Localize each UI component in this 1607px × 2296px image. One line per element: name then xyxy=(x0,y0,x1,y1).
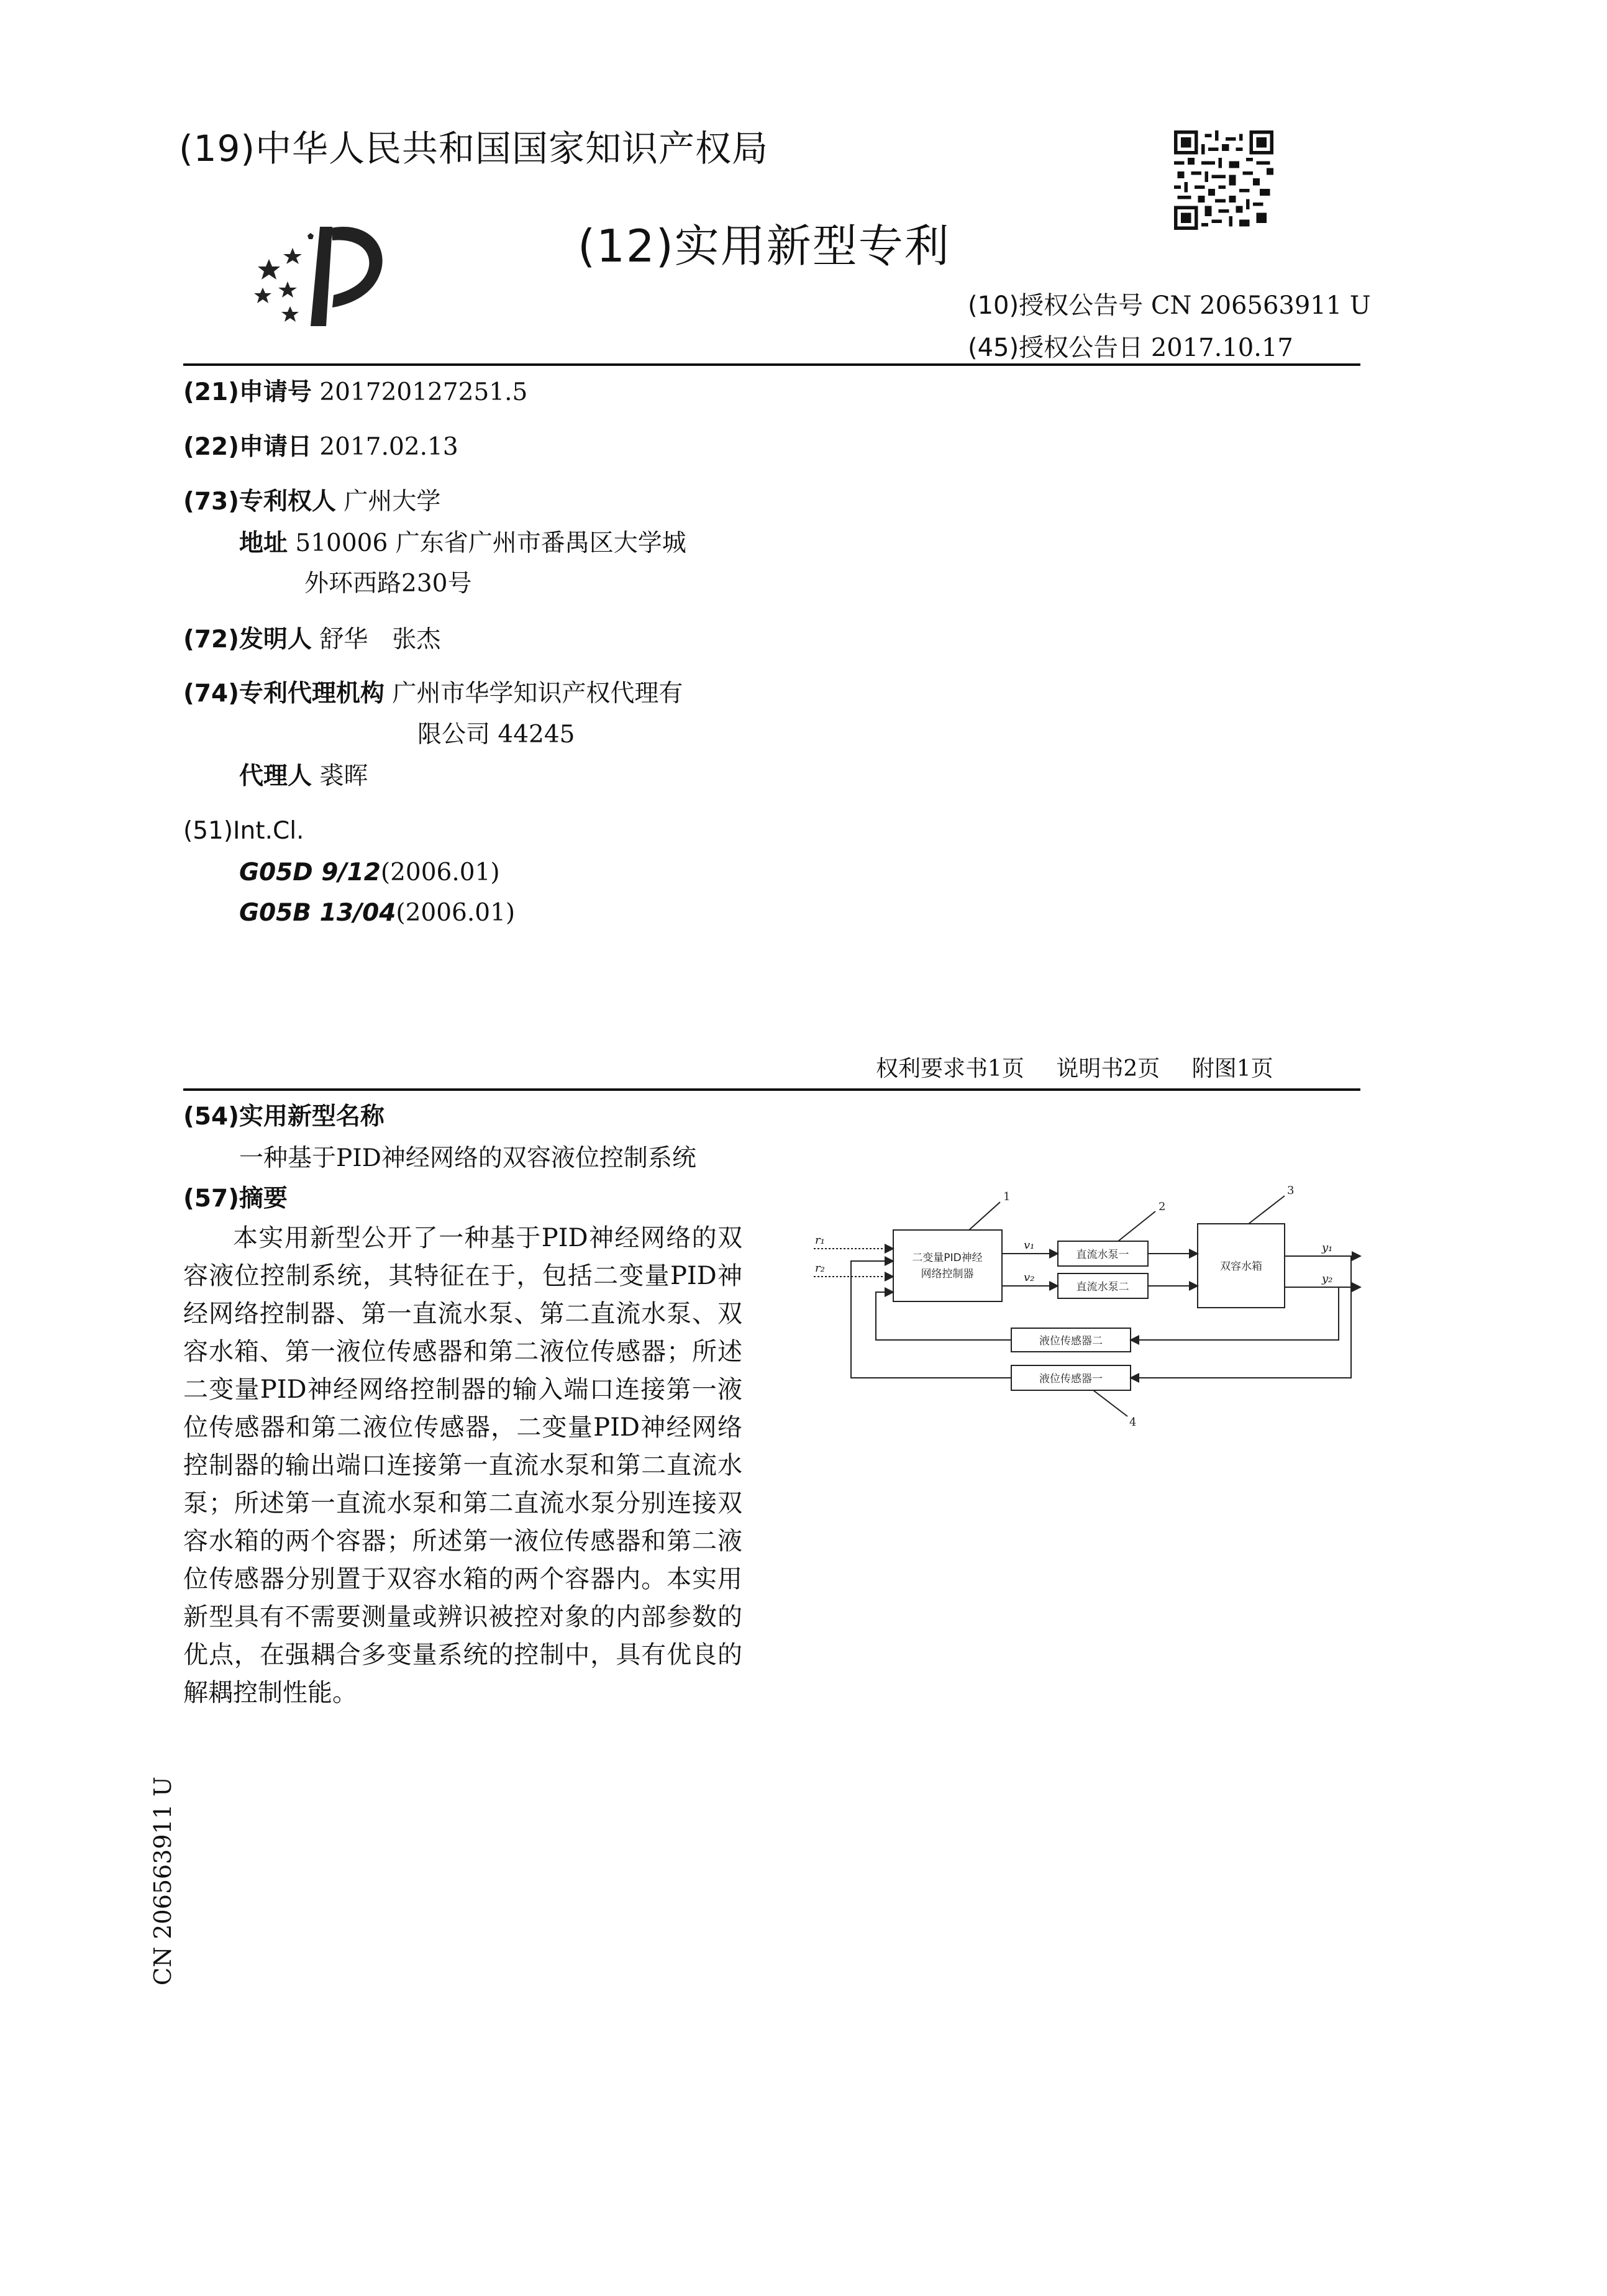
patentee-label: (73)专利权人 xyxy=(183,488,336,516)
input-r1: r₁ xyxy=(815,1234,825,1247)
publication-number xyxy=(968,286,1371,321)
output-y2: y₂ xyxy=(1322,1272,1333,1285)
inventors-label: (72)发明人 xyxy=(183,626,312,654)
patentee xyxy=(183,490,440,514)
publication-number-value: CN 206563911 U xyxy=(1150,291,1371,320)
ref-num: 2 xyxy=(1159,1200,1166,1213)
title-label-text: (54)实用新型名称 xyxy=(183,1103,385,1131)
filing-date-label: (22)申请日 xyxy=(183,433,312,461)
filing-date xyxy=(183,435,458,459)
application-number-value: 201720127251.5 xyxy=(319,378,528,406)
inventors xyxy=(183,627,440,652)
patent-kind-title: (12)实用新型专利 xyxy=(578,220,950,272)
header-divider xyxy=(183,363,1360,366)
utility-model-title-label xyxy=(183,1105,385,1129)
description-pages: 说明书2页 xyxy=(1056,1056,1160,1082)
drawings-pages: 附图1页 xyxy=(1191,1056,1273,1082)
patent-agency xyxy=(183,681,683,706)
ipc-row xyxy=(239,860,500,885)
agent xyxy=(239,764,368,788)
pump1-label: 直流水泵一 xyxy=(1076,1249,1129,1261)
ipc-version: (2006.01) xyxy=(380,859,500,886)
section-divider xyxy=(183,1088,1360,1091)
abstract-drawing xyxy=(801,1168,1373,1429)
controller-label: 二变量PID神经 xyxy=(912,1252,983,1264)
patent-agency-line1: 广州市华学知识产权代理有 xyxy=(392,680,683,708)
abstract-text: 本实用新型公开了一种基于PID神经网络的双容液位控制系统，其特征在于，包括二变量PID神经网络控制器、第一直流水泵、第二直流水泵、双容水箱、第一液位传感器和第二液位传感器；所述二变量PID神经网络控制器的输入端口连接第一液位传感器和第二液位传感器，二变量PID神经网络控制器的输出端口连接第一直流水泵和第二直流水泵；所述第一直流水泵和第二直流水泵分别连接双容水箱的两个容器；所述第一液位传感器和第二液位传感器分别置于双容水箱的两个容器内。本实用新型具有不需要测量或辨识被控对象的内部参数的优点，在强耦合多变量系统的控制中，具有优良的解耦控制性能。 xyxy=(183,1224,742,1707)
ref-num: 1 xyxy=(1003,1190,1011,1203)
agent-label: 代理人 xyxy=(239,762,312,790)
patentee-value: 广州大学 xyxy=(344,488,441,516)
qr-code xyxy=(1174,130,1273,230)
sidebar-patent-id: CN 206563911 U xyxy=(149,1777,176,1986)
ipc-code: G05B 13/04 xyxy=(239,899,396,927)
filing-date-value: 2017.02.13 xyxy=(319,433,458,461)
sensor1-label: 液位传感器一 xyxy=(1039,1373,1103,1385)
utility-model-title: 一种基于PID神经网络的双容液位控制系统 xyxy=(239,1144,696,1172)
signal-v1: v₁ xyxy=(1024,1239,1035,1252)
cnipa-logo xyxy=(252,214,401,329)
int-cl-label: (51)Int.Cl. xyxy=(183,817,304,845)
abstract-label xyxy=(183,1187,288,1211)
agent-value: 裘晖 xyxy=(319,762,368,790)
publication-number-label: (10)授权公告号 xyxy=(968,291,1144,320)
patent-agency-line2: 限公司 44245 xyxy=(417,721,575,749)
sensor2-label: 液位传感器二 xyxy=(1039,1335,1103,1347)
output-y1: y₁ xyxy=(1322,1241,1333,1254)
ref-num: 3 xyxy=(1287,1184,1295,1197)
inventors-value: 舒华 张杰 xyxy=(319,626,441,654)
publication-date-value: 2017.10.17 xyxy=(1150,334,1293,362)
ipc-row xyxy=(239,901,515,925)
abstract-label-text: (57)摘要 xyxy=(183,1185,288,1213)
page-counts xyxy=(876,1051,1298,1083)
pump2-label: 直流水泵二 xyxy=(1076,1281,1129,1293)
signal-v2: v₂ xyxy=(1024,1271,1035,1284)
input-r2: r₂ xyxy=(815,1262,825,1275)
tank-label: 双容水箱 xyxy=(1220,1260,1262,1273)
controller-label: 网络控制器 xyxy=(921,1268,974,1280)
application-number-label: (21)申请号 xyxy=(183,378,312,406)
ipc-code: G05D 9/12 xyxy=(239,859,381,886)
address xyxy=(239,531,686,555)
claims-pages: 权利要求书1页 xyxy=(876,1056,1024,1082)
application-number xyxy=(183,380,527,404)
publication-date xyxy=(968,328,1293,363)
ref-num: 4 xyxy=(1129,1416,1137,1429)
patent-agency-label: (74)专利代理机构 xyxy=(183,680,385,708)
ipc-version: (2006.01) xyxy=(396,899,516,927)
address-label: 地址 xyxy=(239,529,288,557)
issuing-office: (19)中华人民共和国国家知识产权局 xyxy=(179,127,769,170)
address-line1: 510006 广东省广州市番禺区大学城 xyxy=(295,529,686,557)
publication-date-label: (45)授权公告日 xyxy=(968,334,1144,362)
controller-block xyxy=(893,1230,1002,1301)
address-line2: 外环西路230号 xyxy=(304,570,472,598)
